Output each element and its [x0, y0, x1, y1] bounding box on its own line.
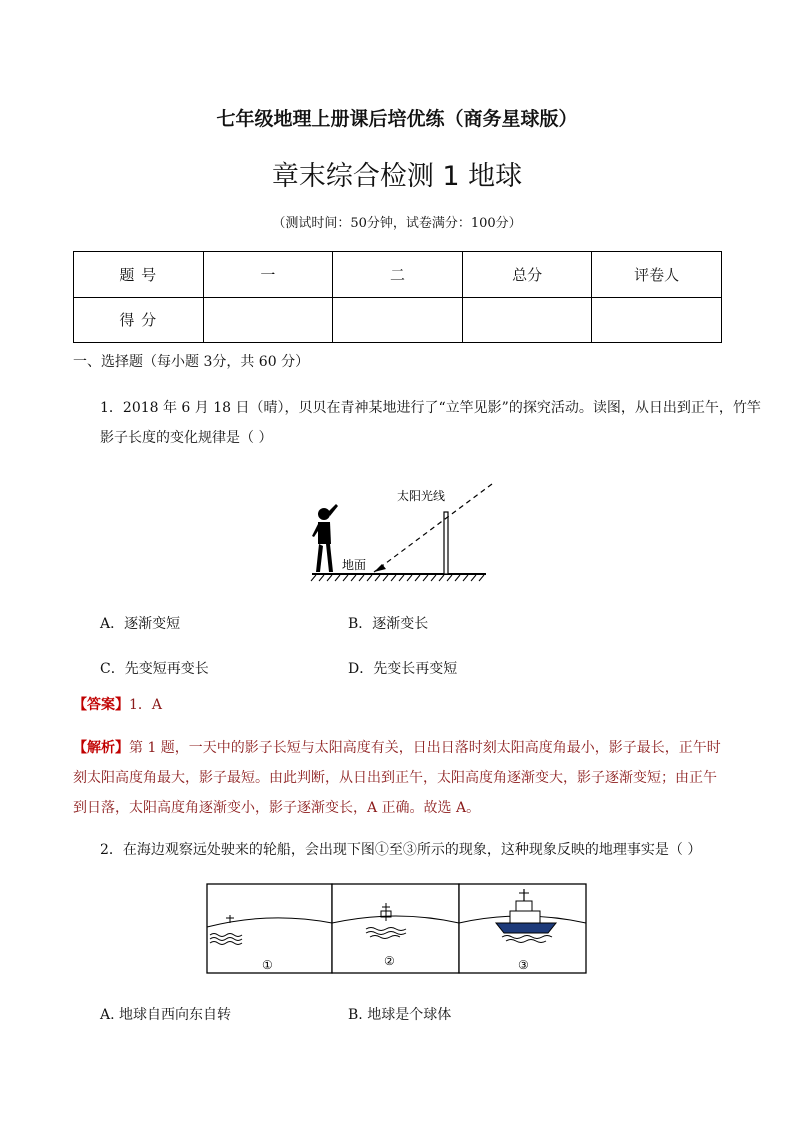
q1-option-c[interactable]: C．先变短再变长 [100, 661, 209, 677]
score-row-label: 得 分 [74, 297, 204, 343]
q2-ship-figure [206, 883, 588, 975]
score-cell [203, 297, 333, 343]
score-header-cell: 一 [203, 252, 333, 298]
score-header-cell: 题 号 [74, 252, 204, 298]
q1-shadow-figure [300, 478, 500, 582]
score-header-cell: 总分 [462, 252, 592, 298]
score-header-cell: 评卷人 [592, 252, 722, 298]
q1-analysis-line3: 到日落，太阳高度角逐渐变小，影子逐渐变长，A 正确。故选 A。 [73, 800, 481, 816]
q1-option-b[interactable]: B．逐渐变长 [348, 616, 429, 632]
q1-option-a[interactable]: A．逐渐变短 [100, 616, 181, 632]
q1-stem-line2: 影子长度的变化规律是（ ） [100, 430, 273, 446]
analysis-tag: 【解析】 [73, 740, 129, 756]
analysis-text: 第 1 题，一天中的影子长短与太阳高度有关，日出日落时刻太阳高度角最小，影子最长，正午时 [129, 740, 721, 756]
panel-label-1: ① [262, 958, 273, 972]
q2-option-b[interactable]: B. 地球是个球体 [348, 1007, 452, 1023]
section-title: 一、选择题（每小题 3分，共 60 分） [73, 354, 310, 370]
q1-option-d[interactable]: D．先变长再变短 [348, 661, 458, 677]
answer-tag: 【答案】 [73, 697, 129, 713]
series-title: 七年级地理上册课后培优练（商务星球版） [216, 108, 578, 130]
score-table [73, 251, 722, 343]
score-cell [333, 297, 463, 343]
score-cell [462, 297, 592, 343]
score-table-header-row [74, 252, 722, 298]
q2-stem: 2．在海边观察远处驶来的轮船，会出现下图①至③所示的现象，这种现象反映的地理事实是（ ） [100, 842, 702, 858]
q1-answer [73, 690, 162, 721]
sun-ray-label: 太阳光线 [397, 489, 446, 503]
score-cell [592, 297, 722, 343]
q1-analysis-line1 [73, 733, 721, 764]
q1-stem-line1: 1．2018 年 6 月 18 日（晴），贝贝在青神某地进行了“立竿见影”的探究活动。读图，从日出到正午，竹竿 [100, 400, 761, 416]
panel-label-2: ② [384, 954, 395, 968]
person-figure [312, 504, 338, 572]
chapter-title: 章末综合检测 1 地球 [271, 161, 523, 192]
test-info: （测试时间：50分钟，试卷满分：100分） [272, 216, 522, 231]
q1-analysis-line2: 刻太阳高度角最大，影子最短。由此判断，从日出到正午，太阳高度角逐渐变大，影子逐渐变短；由正午 [73, 770, 717, 786]
panel-label-3: ③ [518, 958, 529, 972]
score-header-cell: 二 [333, 252, 463, 298]
score-table-score-row [74, 297, 722, 343]
ground-label: 地面 [342, 558, 367, 572]
q2-option-a[interactable]: A. 地球自西向东自转 [100, 1007, 232, 1023]
answer-text: 1．A [129, 697, 163, 713]
bamboo-pole [444, 512, 448, 574]
